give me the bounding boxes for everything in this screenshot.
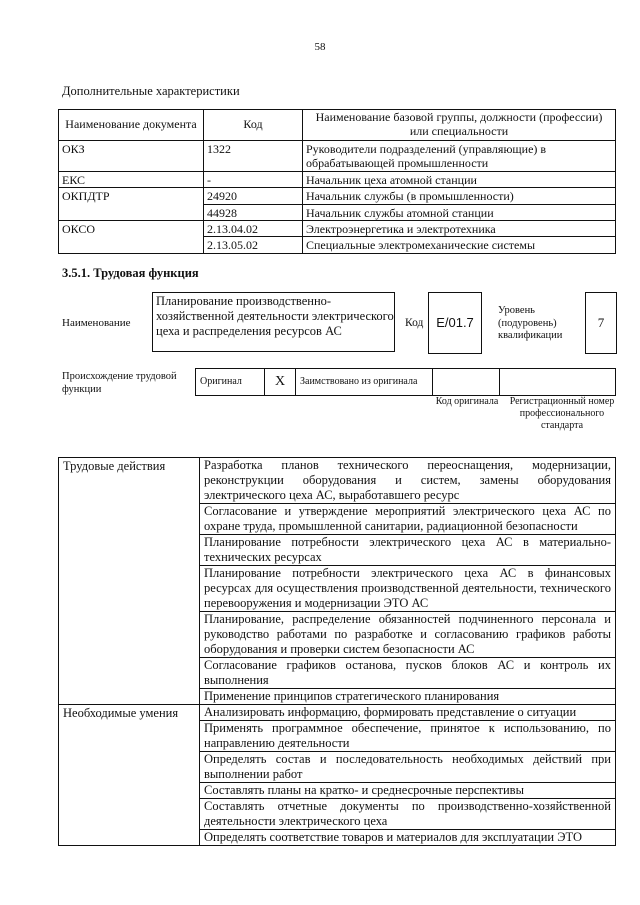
table-row [59, 141, 616, 172]
code-cell: 24920 [204, 188, 303, 204]
code-cell: 2.13.04.02 [204, 220, 303, 236]
detail-item: Планирование, распределение обязанностей подчиненного персонала и руководство работами по разработке и согласованию графиков работы оборудования и проверки систем безопасности АС [200, 612, 616, 658]
function-name-box: Планирование производственно-хозяйственной деятельности электрического цеха и распределения ресурсов АС [152, 292, 395, 352]
section-caption: Дополнительные характеристики [62, 84, 240, 98]
detail-item: Определять соответствие товаров и материалов для эксплуатации ЭТО [200, 830, 616, 846]
labor-function-heading: 3.5.1. Трудовая функция [62, 266, 199, 280]
code-label: Код [405, 317, 424, 329]
table-row [59, 705, 616, 721]
group-cell: Начальник службы (в промышленности) [303, 188, 616, 204]
level-box: 7 [585, 292, 617, 354]
code-cell: 44928 [204, 204, 303, 220]
detail-item: Составлять отчетные документы по производственно-хозяйственной деятельности электрического цеха [200, 799, 616, 830]
characteristics-table [58, 109, 616, 254]
doc-cell: ОКЗ [59, 141, 204, 172]
doc-cell: ОКПДТР [59, 188, 204, 221]
detail-item: Применять программное обеспечение, принятое к использованию, по направлению деятельности [200, 721, 616, 752]
table-row [59, 458, 616, 504]
table-row [59, 220, 616, 236]
detail-item: Планирование потребности электрического цеха АС в финансовых ресурсах для осуществления производственной деятельности, технического перевооружения и модернизации ЭТО АС [200, 566, 616, 612]
group-cell: Электроэнергетика и электротехника [303, 220, 616, 236]
reg-number-cell [500, 369, 616, 396]
group-cell: Начальник службы атомной станции [303, 204, 616, 220]
code-cell: 2.13.05.02 [204, 237, 303, 253]
code-cell: - [204, 171, 303, 187]
doc-cell: ОКСО [59, 220, 204, 253]
detail-item: Применение принципов стратегического планирования [200, 689, 616, 705]
detail-item: Определять состав и последовательность необходимых действий при выполнении работ [200, 752, 616, 783]
table-header-row [59, 110, 616, 141]
table-row [59, 171, 616, 187]
header-code: Код [204, 110, 303, 141]
doc-cell: ЕКС [59, 171, 204, 187]
code-original-cell [433, 369, 500, 396]
group-cell: Специальные электромеханические системы [303, 237, 616, 253]
name-label: Наименование [62, 317, 131, 329]
detail-item: Согласование графиков останова, пусков блоков АС и контроль их выполнения [200, 658, 616, 689]
group-cell: Начальник цеха атомной станции [303, 171, 616, 187]
function-code-box: Е/01.7 [428, 292, 482, 354]
borrowed-label: Заимствовано из оригинала [296, 369, 433, 396]
reg-number-label: Регистрационный номер профессионального стандарта [509, 396, 615, 431]
code-original-label: Код оригинала [435, 396, 499, 407]
origin-table [195, 368, 616, 396]
header-document: Наименование документа [59, 110, 204, 141]
header-group: Наименование базовой группы, должности (профессии) или специальности [303, 110, 616, 141]
table-row [59, 188, 616, 204]
detail-item: Составлять планы на кратко- и среднесрочные перспективы [200, 783, 616, 799]
origin-row [196, 369, 616, 396]
page-number: 58 [314, 41, 326, 53]
original-label: Оригинал [196, 369, 265, 396]
group-cell: Руководители подразделений (управляющие) в обрабатывающей промышленности [303, 141, 616, 172]
level-label: Уровень (подуровень) квалификации [498, 305, 563, 342]
origin-label: Происхождение трудовой функции [62, 371, 177, 395]
detail-item: Анализировать информацию, формировать представление о ситуации [200, 705, 616, 721]
category-title: Необходимые умения [59, 705, 200, 846]
detail-item: Согласование и утверждение мероприятий электрического цеха АС по охране труда, промышленной санитарии, радиационной безопасности [200, 504, 616, 535]
detail-item: Планирование потребности электрического цеха АС в материально-технических ресурсах [200, 535, 616, 566]
code-cell: 1322 [204, 141, 303, 172]
detail-item: Разработка планов технического переоснащения, модернизации, реконструкции оборудования и систем, замены оборудования электрического цеха АС, выработавшего ресурс [200, 458, 616, 504]
category-title: Трудовые действия [59, 458, 200, 705]
details-table [58, 457, 616, 846]
original-mark: X [265, 369, 296, 396]
